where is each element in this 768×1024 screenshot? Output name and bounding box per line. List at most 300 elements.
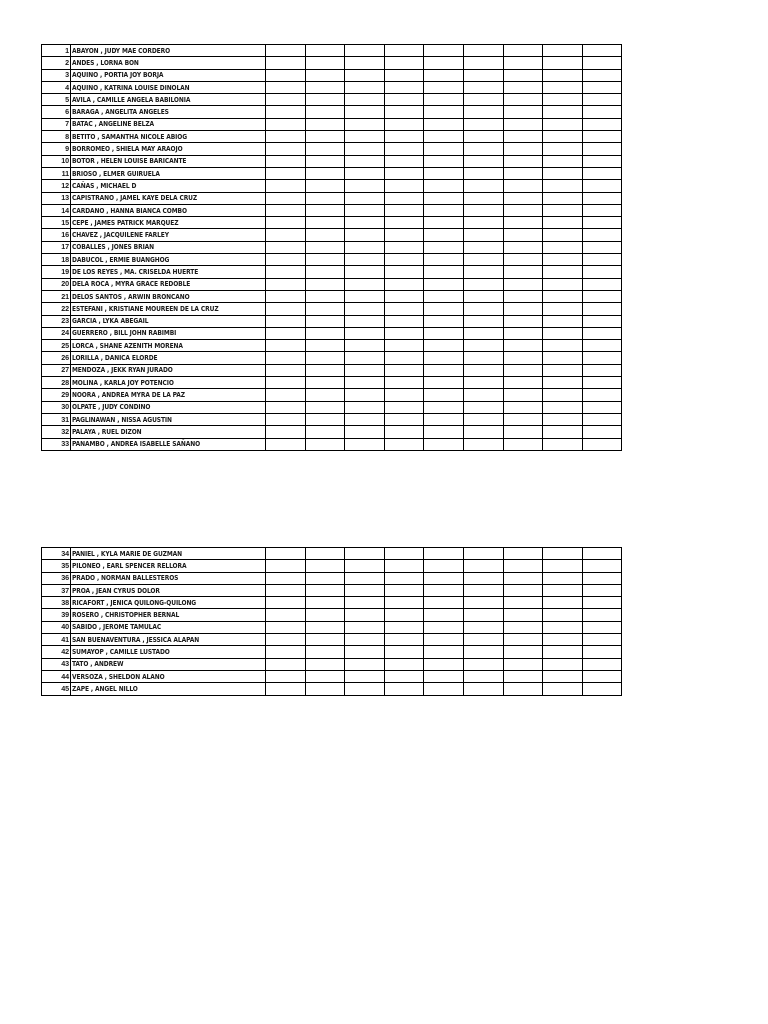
blank-cell — [543, 94, 583, 106]
blank-cell — [384, 315, 424, 327]
blank-cell — [503, 69, 543, 81]
blank-cell — [503, 217, 543, 229]
blank-cell — [582, 254, 622, 266]
blank-cell — [305, 401, 345, 413]
student-name: DELA ROCA , MYRA GRACE REDOBLE — [71, 278, 266, 290]
blank-cell — [543, 548, 583, 560]
blank-cell — [582, 167, 622, 179]
student-name: PANAMBO , ANDREA ISABELLE SAÑANO — [71, 438, 266, 450]
blank-cell — [424, 106, 464, 118]
blank-cell — [503, 560, 543, 572]
blank-cell — [305, 413, 345, 425]
blank-cell — [424, 364, 464, 376]
row-number: 20 — [42, 278, 71, 290]
blank-cell — [305, 106, 345, 118]
blank-cell — [305, 315, 345, 327]
blank-cell — [463, 192, 503, 204]
row-number: 35 — [42, 560, 71, 572]
row-number: 15 — [42, 217, 71, 229]
blank-cell — [582, 204, 622, 216]
blank-cell — [543, 560, 583, 572]
blank-cell — [345, 413, 385, 425]
student-name: CARDANO , HANNA BIANCA COMBO — [71, 204, 266, 216]
row-number: 4 — [42, 81, 71, 93]
blank-cell — [582, 548, 622, 560]
table-row — [42, 57, 622, 69]
blank-cell — [305, 57, 345, 69]
blank-cell — [384, 192, 424, 204]
blank-cell — [543, 69, 583, 81]
blank-cell — [543, 377, 583, 389]
blank-cell — [543, 364, 583, 376]
blank-cell — [345, 143, 385, 155]
blank-cell — [266, 401, 306, 413]
blank-cell — [463, 167, 503, 179]
blank-cell — [266, 609, 306, 621]
student-name: CHAVEZ , JACQUILENE FARLEY — [71, 229, 266, 241]
blank-cell — [582, 57, 622, 69]
blank-cell — [463, 180, 503, 192]
blank-cell — [424, 303, 464, 315]
row-number: 17 — [42, 241, 71, 253]
blank-cell — [582, 634, 622, 646]
student-name: NOORA , ANDREA MYRA DE LA PAZ — [71, 389, 266, 401]
blank-cell — [463, 217, 503, 229]
blank-cell — [266, 389, 306, 401]
blank-cell — [266, 81, 306, 93]
blank-cell — [582, 106, 622, 118]
blank-cell — [503, 180, 543, 192]
blank-cell — [384, 266, 424, 278]
blank-cell — [266, 94, 306, 106]
blank-cell — [463, 548, 503, 560]
blank-cell — [424, 340, 464, 352]
blank-cell — [503, 658, 543, 670]
blank-cell — [266, 192, 306, 204]
blank-cell — [305, 548, 345, 560]
blank-cell — [503, 229, 543, 241]
blank-cell — [384, 131, 424, 143]
blank-cell — [463, 609, 503, 621]
blank-cell — [305, 155, 345, 167]
blank-cell — [543, 683, 583, 695]
blank-cell — [305, 364, 345, 376]
blank-cell — [384, 94, 424, 106]
blank-cell — [345, 560, 385, 572]
blank-cell — [503, 340, 543, 352]
blank-cell — [543, 438, 583, 450]
blank-cell — [384, 634, 424, 646]
blank-cell — [424, 241, 464, 253]
row-number: 7 — [42, 118, 71, 130]
blank-cell — [424, 683, 464, 695]
blank-cell — [266, 646, 306, 658]
table-row — [42, 167, 622, 179]
blank-cell — [345, 327, 385, 339]
blank-cell — [305, 658, 345, 670]
blank-cell — [543, 241, 583, 253]
blank-cell — [345, 94, 385, 106]
blank-cell — [463, 377, 503, 389]
student-name: MOLINA , KARLA JOY POTENCIO — [71, 377, 266, 389]
blank-cell — [305, 609, 345, 621]
blank-cell — [543, 572, 583, 584]
blank-cell — [424, 352, 464, 364]
student-name: BORROMEO , SHIELA MAY ARAOJO — [71, 143, 266, 155]
blank-cell — [384, 413, 424, 425]
blank-cell — [503, 57, 543, 69]
student-name: CAPISTRANO , JAMEL KAYE DELA CRUZ — [71, 192, 266, 204]
blank-cell — [424, 658, 464, 670]
blank-cell — [305, 167, 345, 179]
blank-cell — [345, 204, 385, 216]
blank-cell — [384, 45, 424, 57]
blank-cell — [384, 683, 424, 695]
student-name: TATO , ANDREW — [71, 658, 266, 670]
table-row — [42, 646, 622, 658]
table-row — [42, 560, 622, 572]
blank-cell — [463, 278, 503, 290]
blank-cell — [582, 217, 622, 229]
student-name: LORILLA , DANICA ELORDE — [71, 352, 266, 364]
blank-cell — [266, 69, 306, 81]
blank-cell — [384, 57, 424, 69]
table-row — [42, 241, 622, 253]
blank-cell — [266, 658, 306, 670]
row-number: 25 — [42, 340, 71, 352]
blank-cell — [463, 266, 503, 278]
blank-cell — [582, 229, 622, 241]
blank-cell — [424, 94, 464, 106]
blank-cell — [305, 352, 345, 364]
blank-cell — [345, 548, 385, 560]
blank-cell — [384, 438, 424, 450]
blank-cell — [345, 426, 385, 438]
blank-cell — [305, 217, 345, 229]
row-number: 45 — [42, 683, 71, 695]
blank-cell — [463, 204, 503, 216]
student-name: ESTEFANI , KRISTIANE MOUREEN DE LA CRUZ — [71, 303, 266, 315]
blank-cell — [463, 241, 503, 253]
row-number: 42 — [42, 646, 71, 658]
blank-cell — [582, 560, 622, 572]
blank-cell — [424, 634, 464, 646]
blank-cell — [305, 426, 345, 438]
table-row — [42, 609, 622, 621]
student-name: DELOS SANTOS , ARWIN BRONCANO — [71, 290, 266, 302]
blank-cell — [345, 670, 385, 682]
row-number: 12 — [42, 180, 71, 192]
table-row — [42, 204, 622, 216]
blank-cell — [543, 192, 583, 204]
blank-cell — [305, 634, 345, 646]
student-name: PILONEO , EARL SPENCER RELLORA — [71, 560, 266, 572]
blank-cell — [463, 634, 503, 646]
student-name: OLPATE , JUDY CONDINO — [71, 401, 266, 413]
blank-cell — [424, 254, 464, 266]
blank-cell — [345, 401, 385, 413]
table-row — [42, 192, 622, 204]
table-row — [42, 621, 622, 633]
blank-cell — [384, 389, 424, 401]
blank-cell — [345, 377, 385, 389]
blank-cell — [305, 584, 345, 596]
blank-cell — [463, 658, 503, 670]
row-number: 44 — [42, 670, 71, 682]
blank-cell — [266, 670, 306, 682]
blank-cell — [345, 646, 385, 658]
blank-cell — [503, 634, 543, 646]
blank-cell — [305, 131, 345, 143]
blank-cell — [543, 597, 583, 609]
blank-cell — [266, 572, 306, 584]
blank-cell — [266, 352, 306, 364]
student-name: GUERRERO , BILL JOHN RABIMBI — [71, 327, 266, 339]
table-row — [42, 180, 622, 192]
row-number: 10 — [42, 155, 71, 167]
blank-cell — [503, 204, 543, 216]
blank-cell — [503, 81, 543, 93]
blank-cell — [463, 597, 503, 609]
table-row — [42, 69, 622, 81]
blank-cell — [463, 621, 503, 633]
blank-cell — [503, 646, 543, 658]
student-name: ANDES , LORNA BON — [71, 57, 266, 69]
blank-cell — [424, 45, 464, 57]
row-number: 5 — [42, 94, 71, 106]
student-name: DABUCOL , ERMIE BUANGHOG — [71, 254, 266, 266]
table-row — [42, 340, 622, 352]
student-name: PROA , JEAN CYRUS DOLOR — [71, 584, 266, 596]
blank-cell — [305, 377, 345, 389]
blank-cell — [424, 81, 464, 93]
blank-cell — [582, 658, 622, 670]
student-name: BARAGA , ANGELITA ANGELES — [71, 106, 266, 118]
roster-body — [42, 548, 622, 696]
blank-cell — [582, 413, 622, 425]
table-row — [42, 352, 622, 364]
table-row — [42, 290, 622, 302]
blank-cell — [463, 327, 503, 339]
blank-cell — [384, 69, 424, 81]
blank-cell — [582, 131, 622, 143]
blank-cell — [384, 167, 424, 179]
blank-cell — [463, 106, 503, 118]
blank-cell — [345, 438, 385, 450]
table-row — [42, 143, 622, 155]
blank-cell — [503, 155, 543, 167]
table-row — [42, 278, 622, 290]
blank-cell — [582, 241, 622, 253]
student-name: SAN BUENAVENTURA , JESSICA ALAPAN — [71, 634, 266, 646]
row-number: 39 — [42, 609, 71, 621]
student-name: ZAPE , ANGEL NILLO — [71, 683, 266, 695]
row-number: 18 — [42, 254, 71, 266]
blank-cell — [463, 45, 503, 57]
blank-cell — [503, 290, 543, 302]
blank-cell — [305, 389, 345, 401]
blank-cell — [543, 278, 583, 290]
blank-cell — [266, 204, 306, 216]
row-number: 19 — [42, 266, 71, 278]
blank-cell — [503, 118, 543, 130]
blank-cell — [582, 192, 622, 204]
blank-cell — [582, 94, 622, 106]
roster-table-page-1 — [41, 44, 622, 451]
blank-cell — [503, 426, 543, 438]
table-row — [42, 106, 622, 118]
blank-cell — [424, 143, 464, 155]
row-number: 2 — [42, 57, 71, 69]
blank-cell — [305, 118, 345, 130]
blank-cell — [266, 131, 306, 143]
student-name: CEPE , JAMES PATRICK MARQUEZ — [71, 217, 266, 229]
blank-cell — [305, 241, 345, 253]
blank-cell — [503, 352, 543, 364]
student-name: PAGLINAWAN , NISSA AGUSTIN — [71, 413, 266, 425]
blank-cell — [463, 670, 503, 682]
blank-cell — [424, 401, 464, 413]
blank-cell — [463, 584, 503, 596]
blank-cell — [266, 167, 306, 179]
blank-cell — [582, 45, 622, 57]
blank-cell — [266, 106, 306, 118]
blank-cell — [384, 118, 424, 130]
blank-cell — [345, 155, 385, 167]
blank-cell — [266, 584, 306, 596]
table-row — [42, 413, 622, 425]
blank-cell — [266, 278, 306, 290]
blank-cell — [543, 143, 583, 155]
blank-cell — [582, 278, 622, 290]
row-number: 24 — [42, 327, 71, 339]
table-row — [42, 155, 622, 167]
student-name: BRIOSO , ELMER GUIRUELA — [71, 167, 266, 179]
blank-cell — [305, 204, 345, 216]
blank-cell — [345, 683, 385, 695]
blank-cell — [543, 118, 583, 130]
blank-cell — [305, 45, 345, 57]
blank-cell — [543, 658, 583, 670]
blank-cell — [305, 438, 345, 450]
blank-cell — [345, 266, 385, 278]
blank-cell — [543, 290, 583, 302]
blank-cell — [582, 327, 622, 339]
blank-cell — [424, 278, 464, 290]
row-number: 33 — [42, 438, 71, 450]
row-number: 41 — [42, 634, 71, 646]
blank-cell — [543, 81, 583, 93]
student-name: CAÑAS , MICHAEL D — [71, 180, 266, 192]
blank-cell — [582, 670, 622, 682]
blank-cell — [345, 290, 385, 302]
blank-cell — [266, 266, 306, 278]
blank-cell — [345, 106, 385, 118]
table-row — [42, 389, 622, 401]
blank-cell — [582, 315, 622, 327]
blank-cell — [384, 658, 424, 670]
blank-cell — [582, 290, 622, 302]
blank-cell — [543, 352, 583, 364]
blank-cell — [503, 45, 543, 57]
blank-cell — [384, 364, 424, 376]
blank-cell — [463, 57, 503, 69]
blank-cell — [463, 254, 503, 266]
blank-cell — [384, 572, 424, 584]
blank-cell — [345, 389, 385, 401]
blank-cell — [266, 290, 306, 302]
blank-cell — [345, 658, 385, 670]
table-row — [42, 634, 622, 646]
blank-cell — [266, 254, 306, 266]
blank-cell — [503, 670, 543, 682]
blank-cell — [345, 180, 385, 192]
blank-cell — [543, 155, 583, 167]
blank-cell — [384, 646, 424, 658]
blank-cell — [345, 315, 385, 327]
blank-cell — [384, 401, 424, 413]
blank-cell — [424, 572, 464, 584]
row-number: 3 — [42, 69, 71, 81]
blank-cell — [266, 327, 306, 339]
blank-cell — [503, 377, 543, 389]
blank-cell — [266, 229, 306, 241]
blank-cell — [345, 118, 385, 130]
blank-cell — [384, 560, 424, 572]
blank-cell — [543, 229, 583, 241]
student-name: SUMAYOP , CAMILLE LUSTADO — [71, 646, 266, 658]
blank-cell — [424, 229, 464, 241]
row-number: 29 — [42, 389, 71, 401]
blank-cell — [503, 167, 543, 179]
row-number: 16 — [42, 229, 71, 241]
blank-cell — [384, 278, 424, 290]
blank-cell — [384, 143, 424, 155]
blank-cell — [384, 204, 424, 216]
row-number: 23 — [42, 315, 71, 327]
blank-cell — [345, 254, 385, 266]
table-row — [42, 303, 622, 315]
blank-cell — [463, 572, 503, 584]
blank-cell — [384, 621, 424, 633]
blank-cell — [582, 180, 622, 192]
table-row — [42, 670, 622, 682]
blank-cell — [503, 389, 543, 401]
student-name: PANIEL , KYLA MARIE DE GUZMAN — [71, 548, 266, 560]
table-row — [42, 377, 622, 389]
table-row — [42, 572, 622, 584]
blank-cell — [543, 426, 583, 438]
blank-cell — [345, 597, 385, 609]
blank-cell — [582, 69, 622, 81]
blank-cell — [424, 315, 464, 327]
student-name: RICAFORT , JENICA QUILONG-QUILONG — [71, 597, 266, 609]
row-number: 43 — [42, 658, 71, 670]
blank-cell — [424, 204, 464, 216]
blank-cell — [503, 303, 543, 315]
row-number: 11 — [42, 167, 71, 179]
table-row — [42, 597, 622, 609]
blank-cell — [266, 634, 306, 646]
blank-cell — [424, 584, 464, 596]
row-number: 8 — [42, 131, 71, 143]
blank-cell — [582, 646, 622, 658]
blank-cell — [424, 69, 464, 81]
blank-cell — [503, 192, 543, 204]
table-row — [42, 401, 622, 413]
blank-cell — [582, 389, 622, 401]
blank-cell — [345, 609, 385, 621]
